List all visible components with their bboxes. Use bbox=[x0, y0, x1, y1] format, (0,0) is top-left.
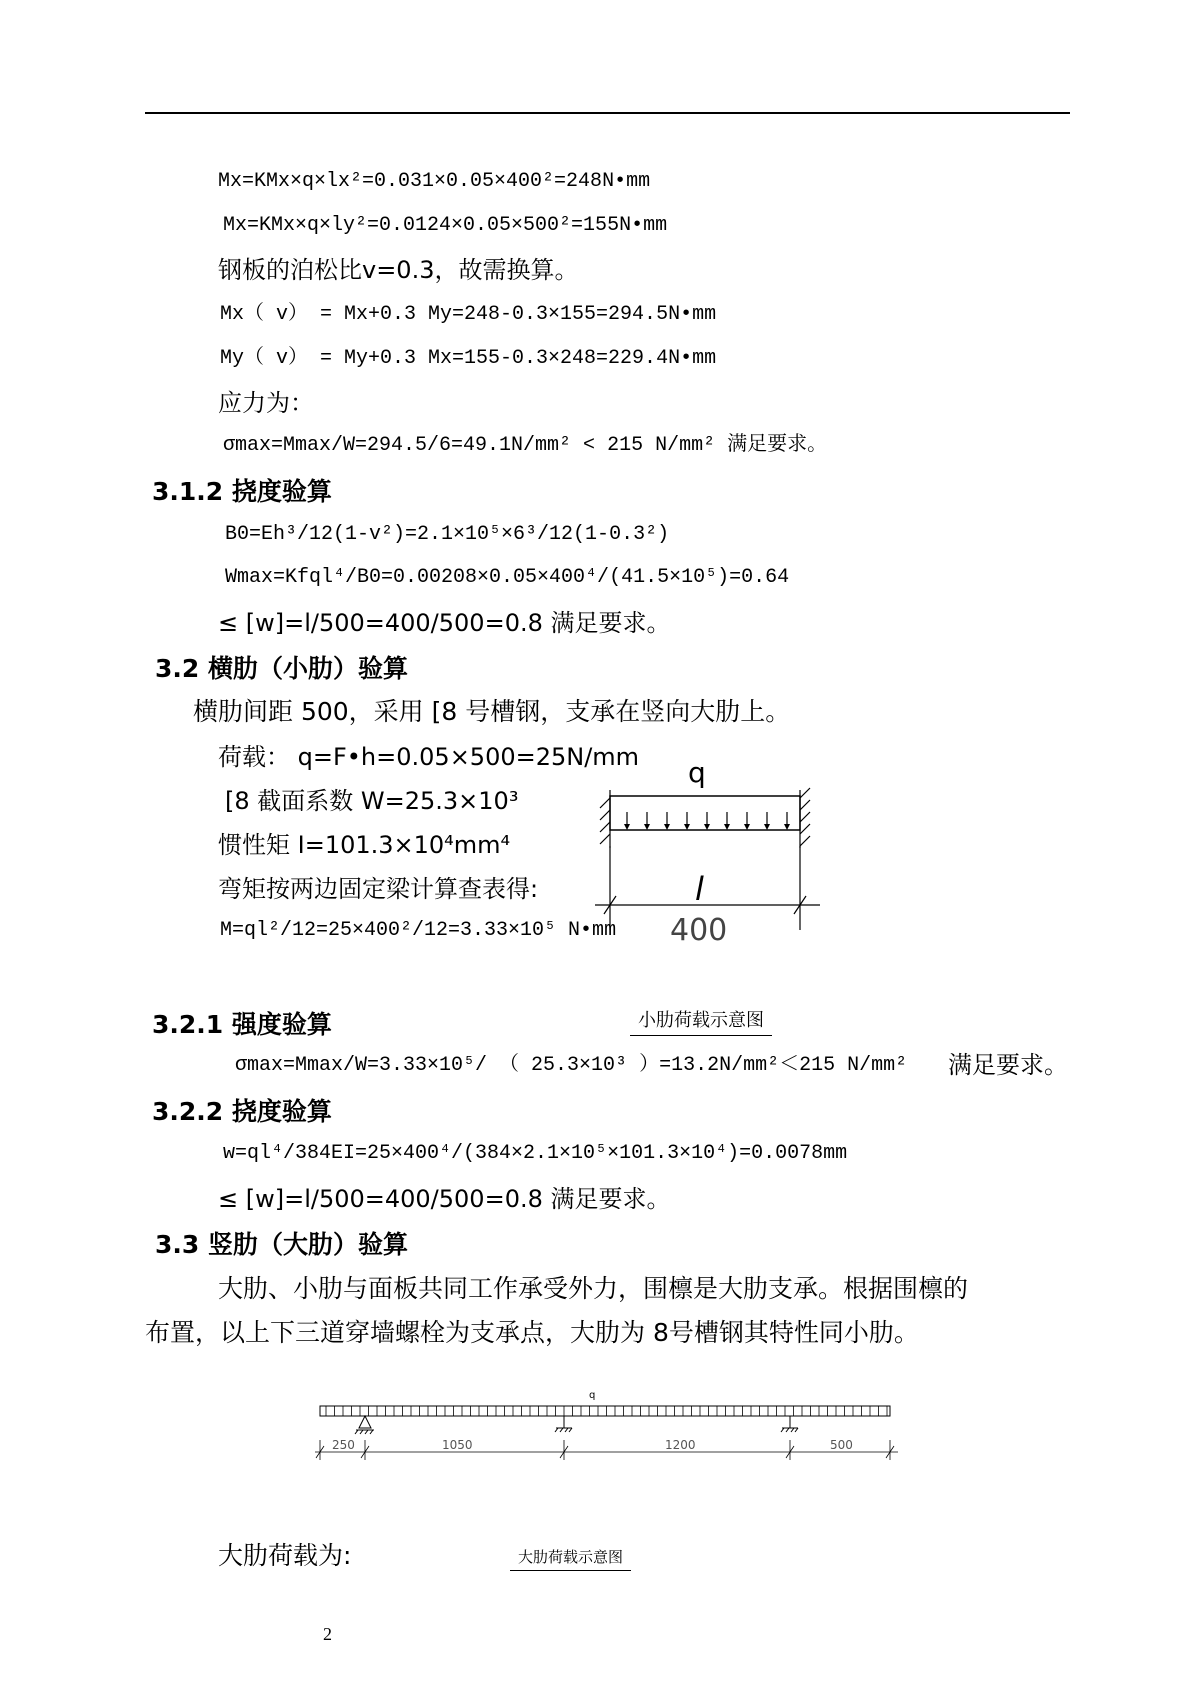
roller-support-middle bbox=[555, 1416, 572, 1432]
span-l-label: l bbox=[695, 870, 704, 908]
formula-deflection-rib: w=ql⁴/384EI=25×400⁴/(384×2.1×10⁵×101.3×10⁴)=0.0078mm bbox=[223, 1142, 848, 1165]
paragraph-line-2: 布置，以上下三道穿墙螺栓为支承点，大肋为 8号槽钢其特性同小肋。 bbox=[145, 1318, 919, 1347]
formula-sigma-plate: σmax=Mmax/W=294.5/6=49.1N/mm² < 215 N/mm² 满足要求。 bbox=[223, 434, 828, 457]
roller-support-right bbox=[781, 1416, 798, 1432]
span-label-1200: 1200 bbox=[665, 1438, 696, 1452]
moment-description: 弯矩按两边固定梁计算查表得: bbox=[218, 875, 539, 903]
dimension-line bbox=[315, 1440, 898, 1460]
pin-support-left bbox=[355, 1416, 374, 1434]
small-rib-caption: 小肋荷载示意图 bbox=[630, 1006, 772, 1036]
load-q-label: q bbox=[589, 1390, 596, 1401]
arrow-heads bbox=[624, 824, 790, 830]
large-rib-load-diagram bbox=[310, 1388, 900, 1478]
fixed-support-left bbox=[600, 790, 610, 848]
formula-mx-ly: Mx=KMx×q×ly²=0.0124×0.05×500²=155N•mm bbox=[223, 214, 668, 237]
span-400-label: 400 bbox=[670, 913, 728, 948]
section-modulus: [8 截面系数 W=25.3×10³ bbox=[225, 787, 519, 815]
load-q-label: q bbox=[688, 756, 706, 789]
cross-rib-load: 荷载： q=F•h=0.05×500=25N/mm bbox=[218, 743, 640, 771]
fixed-support-right bbox=[800, 788, 810, 848]
heading-3-2-2: 3.2.2 挠度验算 bbox=[152, 1097, 332, 1126]
span-labels bbox=[332, 1438, 853, 1452]
formula-sigma-rib: σmax=Mmax/W=3.33×10⁵/ （ 25.3×10³ ）=13.2N/mm²＜215 N/mm² bbox=[235, 1054, 908, 1077]
heading-3-3: 3.3 竖肋（大肋）验算 bbox=[155, 1230, 408, 1259]
deflection-check-rib: ≤ [w]=l/500=400/500=0.8 满足要求。 bbox=[218, 1185, 671, 1213]
large-rib-caption: 大肋荷载示意图 bbox=[510, 1546, 631, 1571]
moment-of-inertia: 惯性矩 I=101.3×10⁴mm⁴ bbox=[218, 831, 511, 859]
deflection-check-plate: ≤ [w]=l/500=400/500=0.8 满足要求。 bbox=[218, 609, 671, 637]
small-rib-load-diagram bbox=[590, 750, 830, 975]
formula-wmax: Wmax=Kfql⁴/B0=0.00208×0.05×400⁴/(41.5×10⁵)=0.64 bbox=[225, 566, 790, 589]
span-label-1050: 1050 bbox=[442, 1438, 473, 1452]
heading-3-1-2: 3.1.2 挠度验算 bbox=[152, 477, 332, 506]
page-number: 2 bbox=[323, 1624, 332, 1644]
span-label-250: 250 bbox=[332, 1438, 355, 1452]
formula-mx-v: Mx（ v） = Mx+0.3 My=248-0.3×155=294.5N•mm bbox=[220, 303, 717, 326]
heading-3-2-1: 3.2.1 强度验算 bbox=[152, 1010, 332, 1039]
paragraph-line-1: 大肋、小肋与面板共同工作承受外力，围檩是大肋支承。根据围檩的 bbox=[218, 1274, 969, 1303]
formula-moment: M=ql²/12=25×400²/12=3.33×10⁵ N•mm bbox=[220, 919, 617, 942]
cross-rib-description: 横肋间距 500，采用 [8 号槽钢，支承在竖向大肋上。 bbox=[193, 697, 791, 726]
heading-3-2: 3.2 横肋（小肋）验算 bbox=[155, 654, 408, 683]
span-label-500: 500 bbox=[830, 1438, 853, 1452]
formula-mx-lx: Mx=KMx×q×lx²=0.031×0.05×400²=248N•mm bbox=[218, 170, 651, 193]
header-rule bbox=[145, 112, 1070, 114]
strength-ok: 满足要求。 bbox=[948, 1051, 1068, 1079]
load-arrows bbox=[627, 812, 787, 826]
stress-label: 应力为： bbox=[218, 389, 314, 417]
poisson-note: 钢板的泊松比v=0.3，故需换算。 bbox=[218, 256, 579, 284]
formula-b0: B0=Eh³/12(1-v²)=2.1×10⁵×6³/12(1-0.3²) bbox=[225, 523, 670, 546]
formula-my-v: My（ v） = My+0.3 Mx=155-0.3×248=229.4N•mm bbox=[220, 347, 717, 370]
load-ticks bbox=[326, 1406, 887, 1416]
load-band bbox=[320, 1406, 890, 1416]
large-rib-load-label: 大肋荷载为: bbox=[218, 1541, 352, 1570]
